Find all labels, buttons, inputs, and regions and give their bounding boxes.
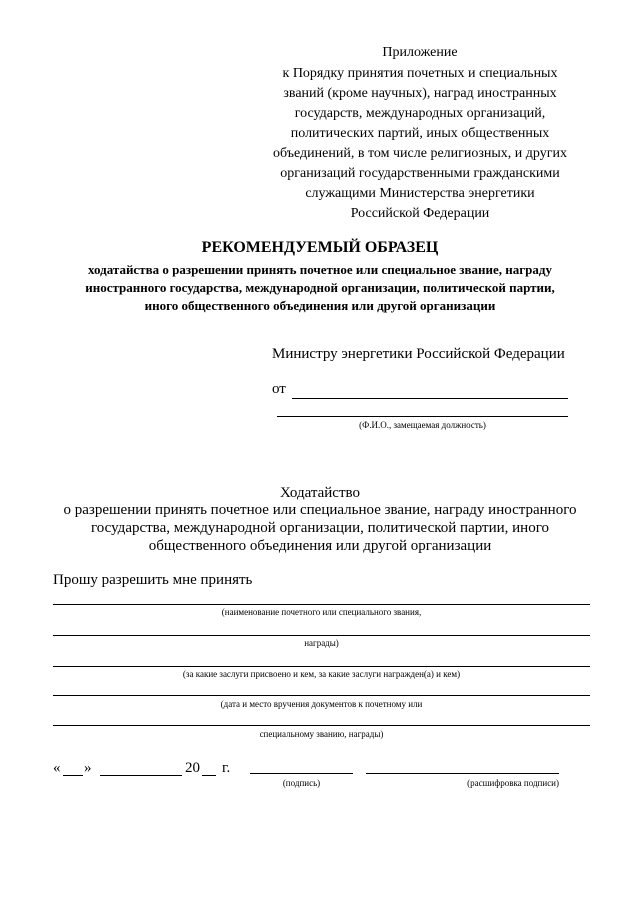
field-line	[53, 635, 590, 636]
sample-subtitle-line: ходатайства о разрешении принять почетное или специальное звание, награду	[88, 262, 552, 277]
sample-title: РЕКОМЕНДУЕМЫЙ ОБРАЗЕЦ	[201, 239, 439, 256]
year-prefix: 20	[185, 760, 200, 776]
date-quote-close: »	[84, 760, 92, 776]
petition-line: общественного объединения или другой организации	[148, 538, 492, 554]
appendix-line: званий (кроме научных), наград иностранных	[283, 86, 557, 101]
request-text: Прошу разрешить мне принять	[53, 572, 253, 588]
decode-line	[366, 773, 559, 774]
field-caption: награды)	[304, 638, 339, 648]
appendix-line: организаций государственными гражданскими	[280, 166, 560, 181]
field-line	[53, 695, 590, 696]
year-suffix: г.	[222, 760, 231, 776]
appendix-line: объединений, в том числе религиозных, и других	[273, 146, 567, 161]
addressee-from-label: от	[272, 381, 286, 397]
appendix-line: к Порядку принятия почетных и специальных	[282, 66, 558, 81]
sample-subtitle-line: иного общественного объединения или другой организации	[144, 298, 496, 313]
from-line-2	[277, 416, 568, 417]
petition-heading: Ходатайство	[280, 485, 360, 501]
field-line	[53, 666, 590, 667]
field-caption: (за какие заслуги присвоено и кем, за какие заслуги награжден(а) и кем)	[182, 669, 461, 679]
signature-line	[250, 773, 353, 774]
petition-line: о разрешении принять почетное или специальное звание, награду иностранного	[63, 502, 577, 518]
appendix-line: Российской Федерации	[350, 206, 490, 221]
from-line	[292, 398, 568, 399]
sample-subtitle-line: иностранного государства, международной организации, политической партии,	[85, 280, 555, 295]
appendix-line: государств, международных организаций,	[294, 106, 546, 121]
field-line	[53, 604, 590, 605]
decode-caption: (расшифровка подписи)	[467, 778, 559, 788]
appendix-line: Приложение	[382, 45, 458, 60]
field-caption: специальному званию, награды)	[259, 729, 384, 739]
signature-caption: (подпись)	[282, 778, 321, 788]
month-line	[100, 775, 182, 776]
petition-line: государства, международной организации, политической партии, иного	[91, 520, 549, 536]
field-caption: (дата и место вручения документов к почетному или	[220, 699, 423, 709]
date-quote-open: «	[53, 760, 61, 776]
addressee-to: Министру энергетики Российской Федерации	[272, 346, 565, 362]
from-caption: (Ф.И.О., замещаемая должность)	[359, 420, 486, 430]
year-line	[202, 775, 216, 776]
day-line	[63, 775, 83, 776]
appendix-line: служащими Министерства энергетики	[305, 186, 535, 201]
field-line	[53, 725, 590, 726]
field-caption: (наименование почетного или специального звания,	[221, 607, 422, 617]
appendix-line: политических партий, иных общественных	[290, 126, 550, 141]
